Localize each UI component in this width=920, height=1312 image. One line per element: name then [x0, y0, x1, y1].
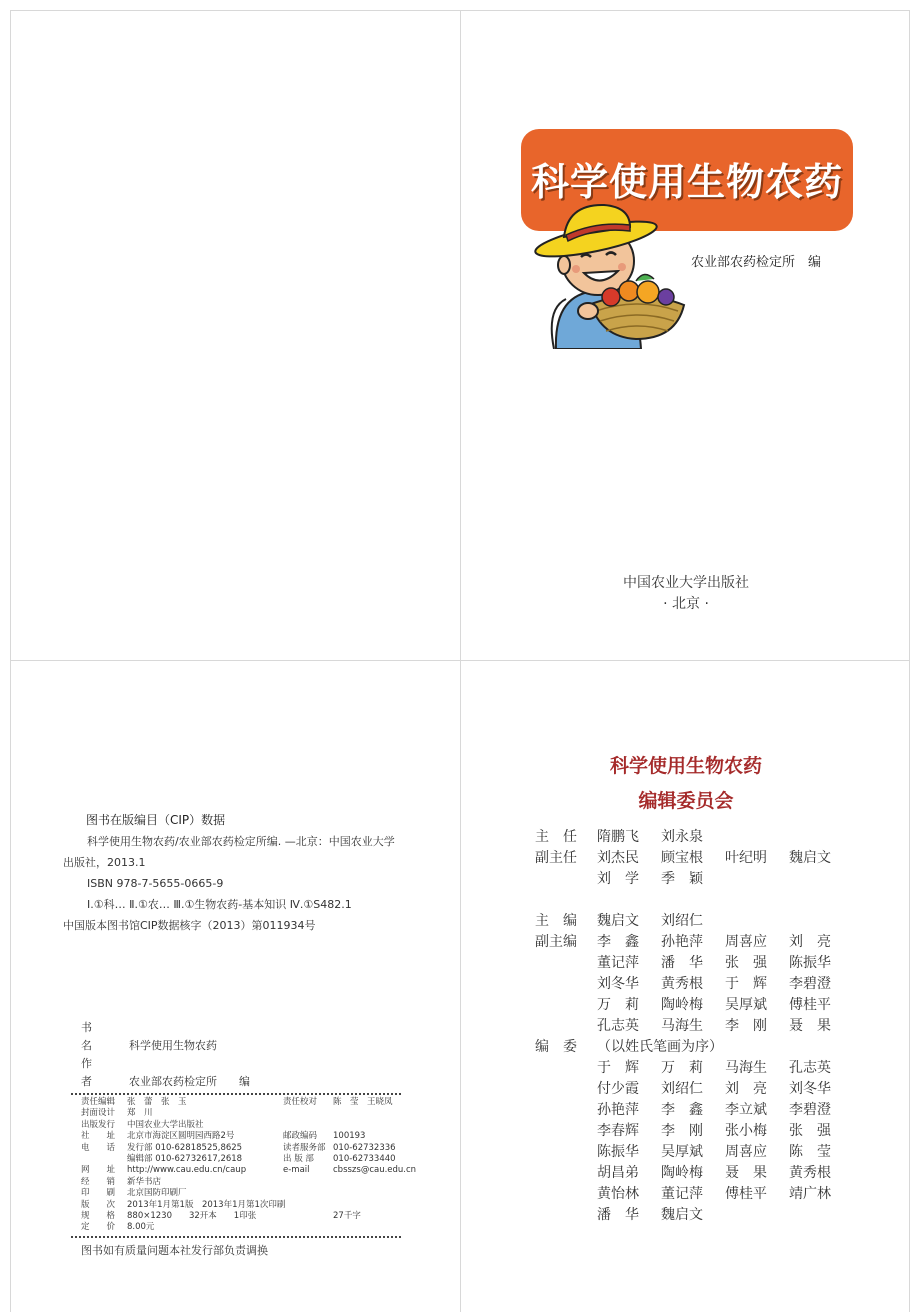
committee-names [597, 1037, 853, 1226]
committee-member: 李 刚 [661, 1123, 703, 1139]
committee-title-book: 科学使用生物农药 [609, 755, 762, 777]
committee-role: 主 任 [535, 829, 577, 845]
cip-line: Ⅰ.①科… Ⅱ.①农… Ⅲ.①生物农药-基本知识 Ⅳ.①S482.1 [87, 898, 352, 911]
imprint-label: 书 名 [81, 1021, 115, 1052]
committee-member: 于 辉 [725, 976, 767, 992]
dotted-rule [71, 1236, 401, 1238]
committee-names [597, 911, 853, 932]
committee-member: 万 莉 [597, 997, 639, 1013]
committee-body [535, 827, 875, 1226]
imprint-block [71, 1019, 417, 1258]
committee-member: 李碧澄 [789, 976, 831, 992]
committee-member: 隋鹏飞 [597, 829, 639, 845]
committee-member: 张 强 [789, 1123, 831, 1139]
committee-member: 李 鑫 [661, 1102, 703, 1118]
committee-names [597, 827, 853, 848]
committee-member: 周喜应 [725, 934, 767, 950]
imprint-value: 农业部农药检定所 编 [129, 1075, 250, 1088]
cip-page [10, 660, 460, 1312]
imprint-label: 封面设计 [81, 1108, 116, 1119]
cip-line: 中国版本图书馆CIP数据核字（2013）第011934号 [63, 919, 316, 932]
cip-line: 科学使用生物农药/农业部农药检定所编. —北京：中国农业大学 [87, 835, 395, 848]
committee-member: 吴厚斌 [725, 997, 767, 1013]
author-line: 农业部农药检定所 编 [691, 255, 822, 270]
committee-member: 刘杰民 [597, 850, 639, 866]
imprint-rows [71, 1097, 417, 1234]
committee-member: 魏启文 [597, 913, 639, 929]
committee-member: 孔志英 [789, 1060, 831, 1076]
imprint-value: 编辑部 010-62732617,2618 [127, 1154, 243, 1165]
committee-member: 顾宝根 [661, 850, 703, 866]
imprint-label: e-mail [283, 1165, 310, 1176]
committee-member: 潘 华 [661, 955, 703, 971]
imprint-row [71, 1143, 401, 1154]
imprint-row [71, 1211, 401, 1222]
committee-member: 季 颖 [661, 871, 703, 887]
committee-member: 陈振华 [597, 1144, 639, 1160]
imprint-value: 2013年1月第1版 2013年1月第1次印刷 [127, 1199, 286, 1210]
committee-member: 靖广林 [789, 1186, 831, 1202]
imprint-value: 北京市海淀区圆明园西路2号 [127, 1131, 235, 1142]
spacer [535, 890, 875, 911]
cip-body [63, 831, 413, 936]
committee-member: 董记萍 [661, 1186, 703, 1202]
committee-member: 黄怡林 [597, 1186, 639, 1202]
committee-group [535, 827, 875, 848]
imprint-label: 电 话 [81, 1142, 116, 1153]
imprint-value: http://www.cau.edu.cn/caup [127, 1165, 247, 1176]
committee-member: 孙艳萍 [661, 934, 703, 950]
committee-member: 刘冬华 [597, 976, 639, 992]
imprint-label: 作 者 [81, 1057, 115, 1088]
publisher-name: 中国农业大学出版社 [623, 575, 749, 591]
committee-role: 副主编 [535, 934, 577, 950]
committee-member: 黄秀根 [789, 1165, 831, 1181]
imprint-value: 010-62732336 [333, 1142, 396, 1153]
committee-member: 陈 莹 [789, 1144, 831, 1160]
committee-member: 李春辉 [597, 1123, 639, 1139]
committee-title: 编辑委员会 [638, 790, 734, 812]
imprint-label: 印 刷 [81, 1188, 116, 1199]
imprint-value: 郑 川 [127, 1108, 153, 1119]
imprint-footer: 图书如有质量问题本社发行部负责调换 [81, 1243, 268, 1257]
cip-heading: 图书在版编目（CIP）数据 [86, 813, 226, 827]
imprint-row [71, 1222, 401, 1233]
committee-member: 刘绍仁 [661, 1081, 703, 1097]
imprint-row [71, 1188, 401, 1199]
committee-member: 于 辉 [597, 1060, 639, 1076]
imprint-label: 社 址 [81, 1131, 116, 1142]
dotted-rule [71, 1093, 401, 1095]
imprint-row [71, 1154, 401, 1165]
imprint-row [71, 1177, 401, 1188]
imprint-row [71, 1131, 401, 1142]
committee-member: 董记萍 [597, 955, 639, 971]
imprint-value: cbsszs@cau.edu.cn [333, 1165, 417, 1176]
committee-member: 马海生 [725, 1060, 767, 1076]
imprint-label: 责任校对 [283, 1097, 318, 1107]
committee-member: 吴厚斌 [661, 1144, 703, 1160]
imprint-value: 陈 莹 王晓凤 [333, 1097, 393, 1107]
farmer-illustration [526, 199, 696, 349]
committee-member: 万 莉 [661, 1060, 703, 1076]
committee-member: 陶岭梅 [661, 997, 703, 1013]
committee-names [597, 848, 853, 890]
imprint-value: 100193 [333, 1131, 366, 1142]
imprint-label: 定 价 [81, 1222, 116, 1233]
imprint-value: 880×1230 32开本 1印张 [127, 1211, 257, 1222]
committee-member: 潘 华 [597, 1207, 639, 1223]
committee-member: 孔志英 [597, 1018, 639, 1034]
committee-group [535, 932, 875, 1037]
committee-member: 李立斌 [725, 1102, 767, 1118]
committee-member: 刘永泉 [661, 829, 703, 845]
committee-member: 胡昌弟 [597, 1165, 639, 1181]
committee-names [597, 932, 853, 1037]
committee-member: 聂 果 [789, 1018, 831, 1034]
committee-member: 叶纪明 [725, 850, 767, 866]
publisher-city: · 北京 · [663, 596, 709, 612]
imprint-value: 新华书店 [127, 1176, 162, 1187]
committee-member: 魏启文 [661, 1207, 703, 1223]
imprint-label: 邮政编码 [283, 1131, 318, 1142]
imprint-label: 经 销 [81, 1176, 116, 1187]
committee-group [535, 911, 875, 932]
blank-page [10, 10, 460, 660]
committee-member: 魏启文 [789, 850, 831, 866]
committee-member: 傅桂平 [789, 997, 831, 1013]
cip-line: 出版社，2013.1 [63, 856, 146, 869]
title-page [460, 10, 910, 660]
imprint-row [71, 1120, 401, 1131]
imprint-value: 北京国防印刷厂 [127, 1188, 187, 1199]
committee-member: 傅桂平 [725, 1186, 767, 1202]
imprint-row [71, 1097, 401, 1108]
imprint-value: 27千字 [333, 1211, 361, 1222]
committee-member: 李碧澄 [789, 1102, 831, 1118]
publisher-block [571, 573, 801, 615]
committee-member: 周喜应 [725, 1144, 767, 1160]
imprint-value: 010-62733440 [333, 1154, 396, 1165]
imprint-value: 张 蕾 张 玉 [127, 1097, 187, 1107]
imprint-row [71, 1200, 401, 1211]
imprint-value: 中国农业大学出版社 [127, 1119, 204, 1130]
committee-member: 付少霞 [597, 1081, 639, 1097]
committee-member: 刘 学 [597, 871, 639, 887]
imprint-label: 出版发行 [81, 1119, 116, 1130]
committee-member: 李 鑫 [597, 934, 639, 950]
committee-member: 刘 亮 [789, 934, 831, 950]
committee-page [460, 660, 910, 1312]
committee-member: 刘 亮 [725, 1081, 767, 1097]
imprint-label: 责任编辑 [81, 1097, 116, 1107]
committee-member: 陈振华 [789, 955, 831, 971]
committee-note: （以姓氏笔画为序） [597, 1039, 723, 1055]
committee-role: 编 委 [535, 1039, 577, 1055]
imprint-label: 规 格 [81, 1211, 116, 1222]
imprint-book-author [71, 1055, 401, 1091]
committee-role: 副主任 [535, 850, 577, 866]
committee-role: 主 编 [535, 913, 577, 929]
committee-group [535, 1037, 875, 1226]
imprint-label: 版 次 [81, 1199, 116, 1210]
committee-member: 马海生 [661, 1018, 703, 1034]
book-title: 科学使用生物农药 [530, 160, 843, 204]
committee-group [535, 848, 875, 890]
committee-member: 刘冬华 [789, 1081, 831, 1097]
committee-member: 陶岭梅 [661, 1165, 703, 1181]
imprint-value: 发行部 010-62818525,8625 [127, 1142, 243, 1153]
committee-member: 张小梅 [725, 1123, 767, 1139]
cip-line: ISBN 978-7-5655-0665-9 [87, 877, 224, 890]
imprint-label: 网 址 [81, 1165, 116, 1176]
imprint-label: 读者服务部 [283, 1142, 326, 1153]
imprint-value: 8.00元 [127, 1222, 155, 1233]
committee-member: 聂 果 [725, 1165, 767, 1181]
committee-member: 黄秀根 [661, 976, 703, 992]
imprint-row [71, 1108, 401, 1119]
imprint-row [71, 1165, 417, 1176]
committee-member: 张 强 [725, 955, 767, 971]
imprint-value: 科学使用生物农药 [129, 1039, 217, 1052]
imprint-label: 出 版 部 [283, 1154, 314, 1165]
committee-member: 刘绍仁 [661, 913, 703, 929]
committee-member: 孙艳萍 [597, 1102, 639, 1118]
committee-member: 李 刚 [725, 1018, 767, 1034]
imprint-book-title [71, 1019, 401, 1055]
